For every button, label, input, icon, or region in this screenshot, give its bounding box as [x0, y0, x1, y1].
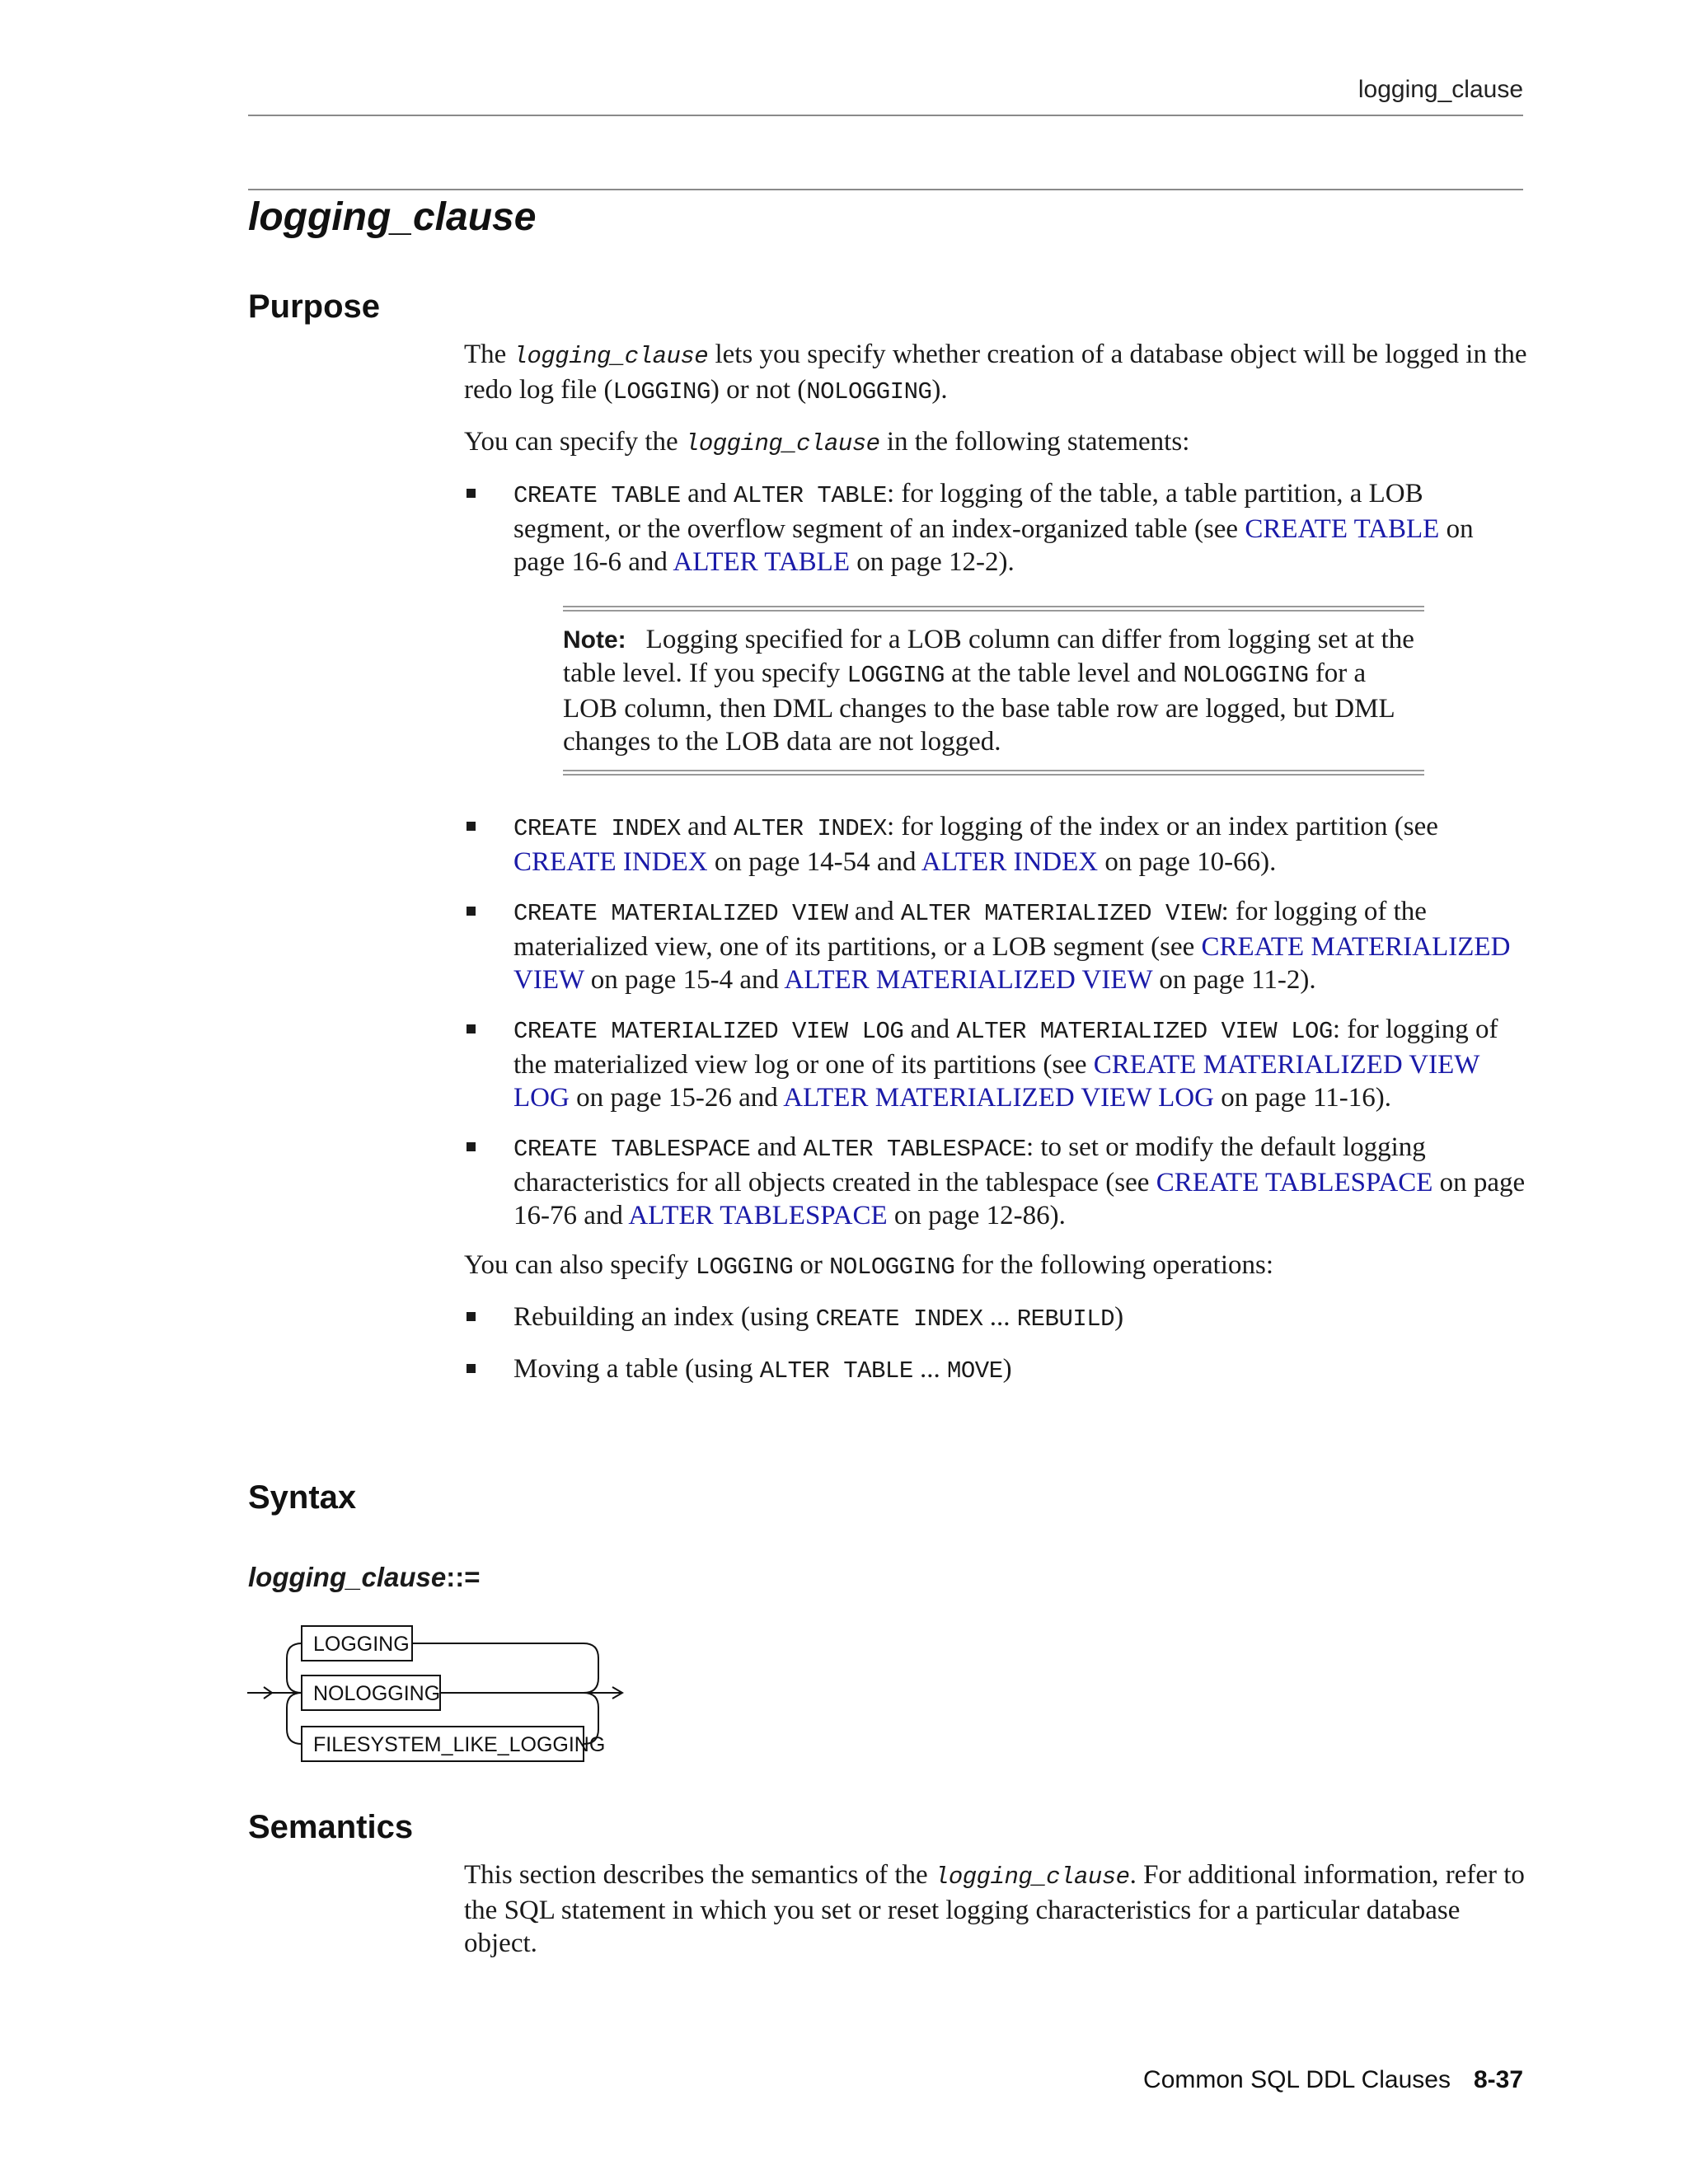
bullet-icon [467, 907, 476, 916]
list-item: CREATE TABLESPACE and ALTER TABLESPACE: to set or modify the default logging characteristics for all objects created in the tablespace (see CREATE TABLESPACE on page 16-76 and ALTER TABLESPACE on page 12-86). [464, 1131, 1527, 1232]
link-create-materialized-view[interactable]: CREATE MATERIALIZED VIEW [513, 932, 1511, 995]
bullet-icon [467, 1364, 476, 1373]
syntax-diagram [247, 1615, 643, 1772]
bullet-icon [467, 489, 476, 498]
operations-list [464, 1301, 1527, 1388]
link-alter-tablespace[interactable]: ALTER TABLESPACE [628, 1201, 888, 1230]
operations-intro: You can also specify LOGGING or NOLOGGING for the following operations: [464, 1250, 1274, 1281]
diagram-branch-top-right [584, 1643, 598, 1693]
link-alter-table[interactable]: ALTER TABLE [673, 547, 850, 577]
link-alter-materialized-view-log[interactable]: ALTER MATERIALIZED VIEW LOG [783, 1083, 1214, 1113]
link-create-table[interactable]: CREATE TABLE [1245, 514, 1440, 544]
note-text: Note: Logging specified for a LOB column can differ from logging set at the table level. If you specify LOGGING at the table level and NOLOGGING for a LOB column, then DML changes to the base table row are logged, but DML changes to the LOB data are not logged. [563, 625, 1414, 757]
note-top-rule [563, 606, 1424, 612]
note-box [563, 606, 1424, 776]
purpose-heading: Purpose [248, 288, 381, 325]
header-rule [248, 115, 1523, 116]
bullet-icon [467, 1142, 476, 1151]
list-item: Moving a table (using ALTER TABLE ... MOVE) [464, 1352, 1527, 1388]
purpose-intro [464, 338, 1527, 579]
footer-section: Common SQL DDL Clauses [1143, 2066, 1451, 2093]
page-footer [1143, 2066, 1523, 2094]
diagram-branch-bottom-left [287, 1693, 302, 1744]
statement-list [464, 477, 1527, 579]
purpose-continued [464, 810, 1527, 1388]
bullet-icon [467, 1024, 476, 1033]
title-rule [248, 189, 1523, 190]
syntax-heading: Syntax [248, 1479, 357, 1516]
semantics-heading: Semantics [248, 1809, 414, 1845]
list-item: CREATE INDEX and ALTER INDEX: for logging of the index or an index partition (see CREATE INDEX on page 14-54 and ALTER INDEX on page 10-66). [464, 810, 1527, 879]
link-create-materialized-view-log[interactable]: CREATE MATERIALIZED VIEW LOG [513, 1050, 1479, 1113]
bullet-icon [467, 822, 476, 831]
link-alter-materialized-view[interactable]: ALTER MATERIALIZED VIEW [784, 965, 1153, 995]
option-filesystem-like-logging: FILESYSTEM_LIKE_LOGGING [313, 1733, 606, 1756]
semantics-body [464, 1858, 1527, 1960]
note-label: Note: [563, 626, 626, 654]
list-item: Rebuilding an index (using CREATE INDEX ... REBUILD) [464, 1301, 1527, 1336]
list-item: CREATE MATERIALIZED VIEW and ALTER MATERIALIZED VIEW: for logging of the materialized view, one of its partitions, or a LOB segment (see CREATE MATERIALIZED VIEW on page 15-4 and ALTER MATERIALIZED VIEW on page 11-2). [464, 895, 1527, 996]
link-alter-index[interactable]: ALTER INDEX [921, 847, 1099, 877]
link-create-index[interactable]: CREATE INDEX [513, 847, 708, 877]
option-logging: LOGGING [313, 1633, 410, 1656]
bullet-icon [467, 1312, 476, 1321]
list-item: CREATE MATERIALIZED VIEW LOG and ALTER MATERIALIZED VIEW LOG: for logging of the materialized view log or one of its partitions (see CREATE MATERIALIZED VIEW LOG on page 15-26 and ALTER MATERIALIZED VIEW LOG on page 11-16). [464, 1013, 1527, 1114]
diagram-branch-top-left [287, 1643, 302, 1693]
semantics-paragraph: This section describes the semantics of the logging_clause. For additional information, refer to the SQL statement in which you set or reset logging characteristics for a particular database object. [464, 1860, 1525, 1958]
note-bottom-rule [563, 770, 1424, 776]
list-item: CREATE TABLE and ALTER TABLE: for logging of the table, a table partition, a LOB segment, or the overflow segment of an index-organized table (see CREATE TABLE on page 16-6 and ALTER TABLE on page 12-2). [464, 477, 1527, 579]
syntax-label: logging_clause::= [248, 1562, 481, 1592]
page-number: 8-37 [1473, 2066, 1523, 2093]
link-create-tablespace[interactable]: CREATE TABLESPACE [1156, 1168, 1433, 1197]
option-nologging: NOLOGGING [313, 1682, 441, 1705]
purpose-paragraph-2: You can specify the logging_clause in the following statements: [464, 427, 1190, 457]
statement-list-continued [464, 810, 1527, 1232]
page-title: logging_clause [248, 195, 537, 239]
running-header: logging_clause [1357, 76, 1523, 103]
purpose-paragraph-1: The logging_clause lets you specify whether creation of a database object will be logged in the redo log file (LOGGING) or not (NOLOGGING). [464, 340, 1527, 405]
